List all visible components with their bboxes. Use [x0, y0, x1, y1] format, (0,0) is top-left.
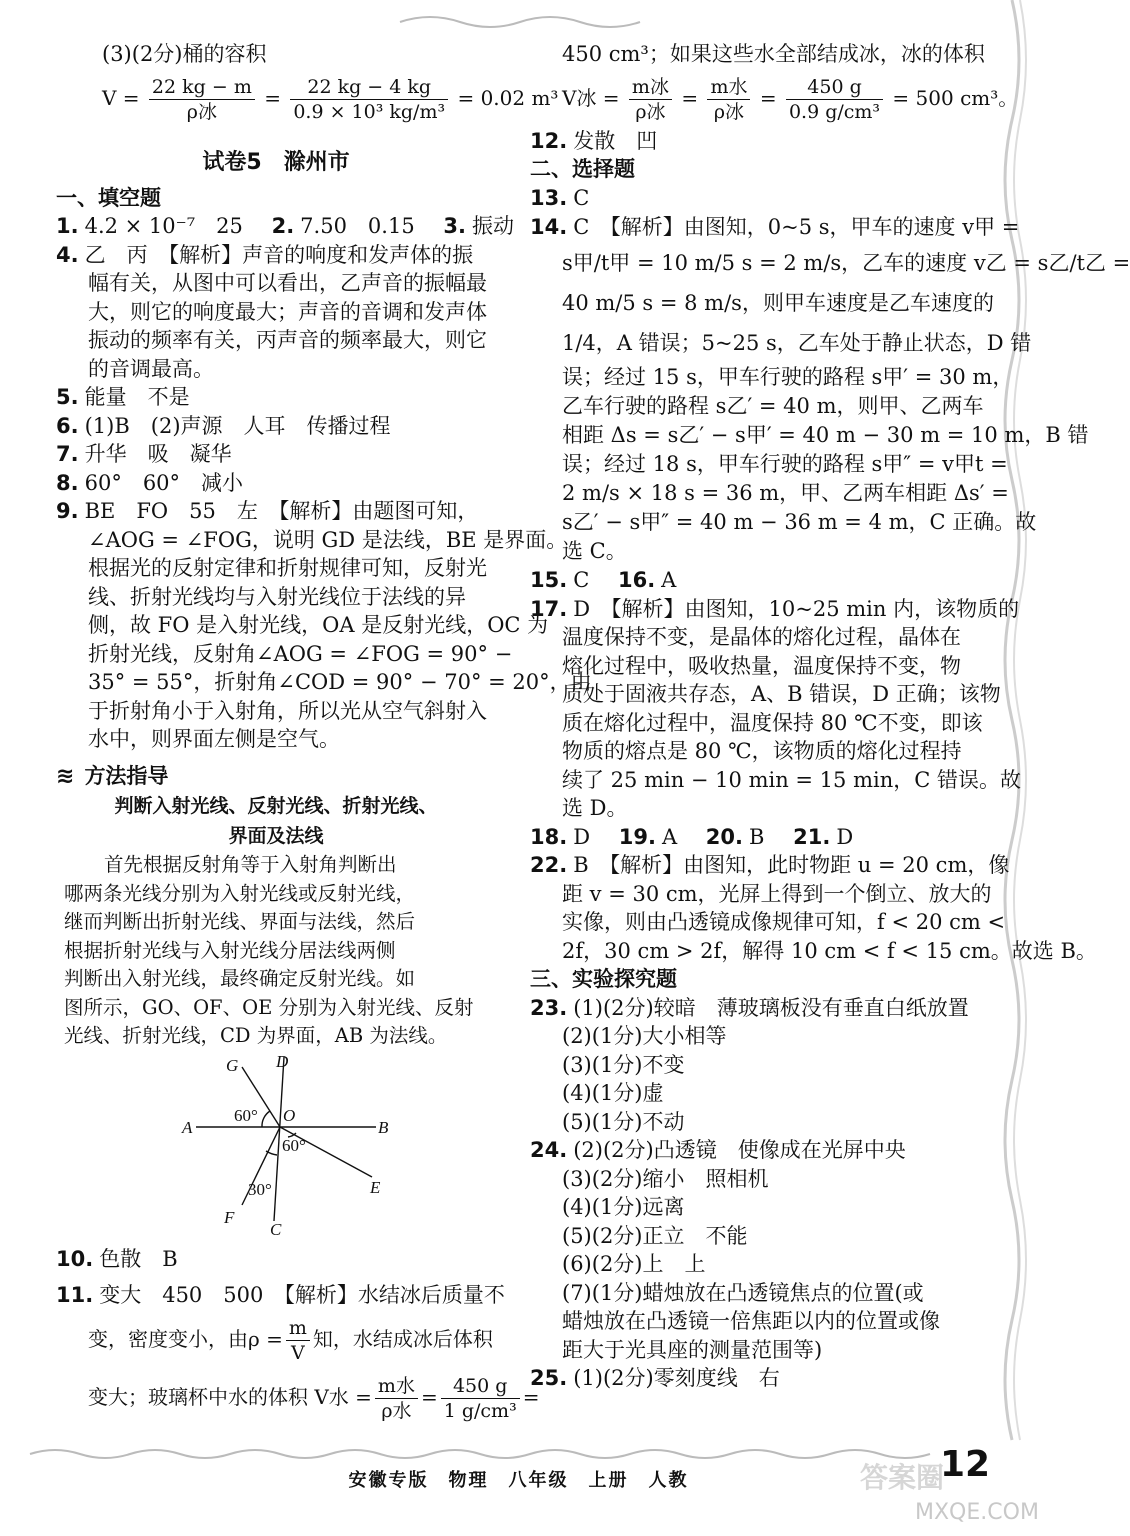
answer-q17: 17. D 【解析】由图知，10~25 min 内，该物质的 — [530, 596, 1020, 621]
text-line: 实像，则由凸透镜成像规律可知，f < 20 cm < — [562, 910, 1006, 934]
text-line: (3)(1分)不变 — [562, 1052, 685, 1077]
label-B: B — [378, 1117, 389, 1137]
text-line: 幅有关，从图中可以看出，乙声音的振幅最 — [88, 271, 487, 295]
answer-q25: 25. (1)(2分)零刻度线 右 — [530, 1366, 780, 1390]
text-line: 折射光线，反射角∠AOG = ∠FOG = 90° − — [88, 641, 513, 666]
fraction: $\frac{\text{m水}}{\text{ρ水}}$ — [375, 1374, 418, 1423]
answer-q18-21: 18. D 19. A 20. B 21. D — [530, 824, 854, 849]
fraction: $\frac{m}{V}$ — [286, 1316, 310, 1365]
method-title-line2: 界面及法线 — [228, 825, 324, 847]
text-line: 选 C。 — [562, 539, 627, 563]
text-line: 侧，故 FO 是入射光线，OA 是反射光线，OC 为 — [88, 613, 549, 637]
text-line: (3)(2分)缩小 照相机 — [562, 1166, 769, 1191]
section-heading-experiment: 三、实验探究题 — [530, 967, 677, 991]
answer-q22: 22. B 【解析】由图知，此时物距 u = 20 cm，像 — [530, 853, 1010, 877]
text-line: 1/4，A 错误；5~25 s，乙车处于静止状态，D 错 — [562, 331, 1032, 355]
answer-row: 1. 4.2 × 10⁻⁷ 25 2. 7.50 0.15 3. 振动 — [56, 214, 514, 238]
text-line: 2f，30 cm > 2f，解得 10 cm < f < 15 cm。故选 B。 — [562, 938, 1097, 963]
section-heading-fill-in: 一、填空题 — [56, 185, 161, 210]
method-title-line1: 判断入射光线、反射光线、折射光线、 — [114, 795, 438, 817]
text-line: 距 v = 30 cm，光屏上得到一个倒立、放大的 — [562, 881, 992, 906]
answer-q4: 4. 乙 丙 【解析】声音的响度和发声体的振 — [56, 242, 474, 267]
text-line: 续了 25 min − 10 min = 15 min，C 错误。故 — [562, 767, 1021, 792]
text-line: 相距 Δs = s乙′ − s甲′ = 40 m − 30 m = 10 m，B 错 — [562, 423, 1089, 447]
wave-icon: ≋ — [56, 763, 75, 789]
text-line: (5)(1分)不动 — [562, 1109, 685, 1134]
text-line: 振动的频率有关，丙声音的频率最大，则它 — [88, 328, 487, 352]
section-heading-choice: 二、选择题 — [530, 157, 635, 181]
top-wave-decoration — [400, 4, 640, 30]
text-line: 线、折射光线均与入射光线位于法线的异 — [88, 584, 466, 609]
text-line: 2 m/s × 18 s = 36 m，甲、乙两车相距 Δs′ = — [562, 481, 1009, 505]
text-line: 质处于固液共存态，A、B 错误，D 正确；该物 — [562, 682, 1001, 706]
ice-volume-equation: V冰 = $\frac{\text{m冰}}{\text{ρ冰}}$ = $\frac{\text{m水}}{\text{ρ冰}}$ = $\frac{450 g}{\text{0.9 g/cm³}}$ = 500 cm³。 — [562, 75, 1019, 123]
text-line: 的音调最高。 — [88, 356, 214, 381]
method-guide-heading: ≋ 方法指导 — [56, 763, 169, 789]
text-line: 熔化过程中，吸收热量，温度保持不变，物 — [562, 653, 961, 678]
page-number: 12 — [940, 1444, 991, 1485]
answer-q14: 14. C 【解析】由图知，0~5 s，甲车的速度 v甲 = — [530, 215, 1020, 239]
answer-q12: 12. 发散 凹 — [530, 128, 658, 153]
text-line: 误；经过 18 s，甲车行驶的路程 s甲″ = v甲t = — [562, 452, 1008, 476]
answer-q24: 24. (2)(2分)凸透镜 使像成在光屏中央 — [530, 1138, 906, 1162]
fraction: $\frac{22 kg - m}{\text{ρ冰}}$ — [149, 75, 255, 124]
text-line: s甲/t甲 = 10 m/5 s = 2 m/s，乙车的速度 v乙 = s乙/t乙 = — [562, 251, 1130, 275]
fraction: $\frac{22 kg - 4 kg}{\text{0.9 × 10³ kg/m³}}$ — [290, 75, 448, 124]
text-line: (6)(2分)上 上 — [562, 1252, 706, 1276]
exam-title: 试卷5 滁州市 — [202, 149, 350, 175]
q3-volume-label: (3)(2分)桶的容积 — [102, 42, 267, 66]
answer-q9: 9. BE FO 55 左 【解析】由题图可知， — [56, 499, 479, 523]
answer-q7: 7. 升华 吸 凝华 — [56, 442, 232, 466]
text-line: 乙车行驶的路程 s乙′ = 40 m，则甲、乙两车 — [562, 394, 984, 418]
watermark-url: MXQE.COM — [915, 1500, 1039, 1525]
text-line: 误；经过 15 s，甲车行驶的路程 s甲′ = 30 m， — [562, 365, 1014, 389]
label-G: G — [226, 1055, 239, 1075]
answer-q10: 10. 色散 B — [56, 1246, 178, 1271]
text-line: 质在熔化过程中，温度保持 80 ℃不变，即该 — [562, 710, 983, 735]
angle-arc-top — [262, 1111, 270, 1127]
label-O: O — [283, 1105, 296, 1125]
text-line: 450 cm³；如果这些水全部结成冰，冰的体积 — [562, 42, 985, 66]
text-line: 水中，则界面左侧是空气。 — [88, 727, 340, 751]
label-F: F — [224, 1207, 235, 1227]
text-line: (4)(1分)虚 — [562, 1081, 664, 1105]
text-line: 物质的熔点是 80 ℃，该物质的熔化过程持 — [562, 739, 962, 763]
volume-equation: V = $\frac{22 kg - m}{\text{ρ冰}}$ = $\frac{22 kg - 4 kg}{\text{0.9 × 10³ kg/m³}}$ = 0.02 m³ — [102, 75, 559, 123]
watermark-logo: 答案圈 — [860, 1461, 945, 1494]
fraction: $\frac{450 g}{\text{1 g/cm³}}$ — [441, 1374, 520, 1423]
text-line: 距大于光具座的测量范围等) — [562, 1337, 823, 1362]
answer-q5: 5. 能量 不是 — [56, 385, 190, 409]
answer-q13: 13. C — [530, 185, 590, 210]
text-line: s乙′ − s甲″ = 40 m − 36 m = 4 m，C 正确。故 — [562, 510, 1037, 534]
bottom-wave-decoration — [30, 1446, 930, 1462]
text-line: 根据光的反射定律和折射规律可知，反射光 — [88, 556, 487, 580]
answer-q11-line2: 变，密度变小，由ρ = $\frac{m}{V}$ 知，水结成冰后体积 — [88, 1316, 493, 1364]
text-line: 大，则它的响度最大；声音的音调和发声体 — [88, 299, 487, 324]
text-line: (7)(1分)蜡烛放在凸透镜焦点的位置(或 — [562, 1280, 924, 1305]
label-D: D — [276, 1051, 289, 1071]
angle-label-60-bottom: 60° — [282, 1135, 306, 1155]
method-text: 首先根据反射角等于入射角判断出 哪两条光线分别为入射光线或反射光线， 继而判断出折射光线、界面与法线，然后 根据折射光线与入射光线分居法线两侧 判断出入射光线，最终确定反射光线。如 图所示，GO、OF、OE 分别为入射光线、反射 光线、折射光线，CD 为界面，AB 为法线。 — [64, 853, 474, 1047]
angle-label-30: 30° — [248, 1179, 272, 1199]
fraction: $\frac{\text{m水}}{\text{ρ冰}}$ — [707, 75, 750, 124]
text-line: (2)(1分)大小相等 — [562, 1024, 727, 1048]
page-footer: 安徽专版 物理 八年级 上册 人教 — [348, 1470, 689, 1491]
text-line: 温度保持不变，是晶体的熔化过程，晶体在 — [562, 625, 961, 649]
light-ray-diagram — [56, 1051, 496, 1239]
text-line: 选 D。 — [562, 796, 628, 820]
text-line: 蜡烛放在凸透镜一倍焦距以内的位置或像 — [562, 1309, 940, 1333]
text-line: 40 m/5 s = 8 m/s，则甲车速度是乙车速度的 — [562, 291, 994, 315]
answer-q8: 8. 60° 60° 减小 — [56, 470, 244, 495]
text-line: 35° = 55°，折射角∠COD = 90° − 70° = 20°，由 — [88, 670, 592, 694]
angle-label-60-top: 60° — [234, 1105, 258, 1125]
text-line: (4)(1分)远离 — [562, 1195, 685, 1219]
label-E: E — [370, 1177, 381, 1197]
answer-q23: 23. (1)(2分)较暗 薄玻璃板没有垂直白纸放置 — [530, 995, 969, 1020]
fraction: $\frac{450 g}{\text{0.9 g/cm³}}$ — [786, 75, 883, 124]
answer-q6: 6. (1)B (2)声源 人耳 传播过程 — [56, 413, 391, 438]
label-A: A — [182, 1117, 193, 1137]
answer-q15-16: 15. C 16. A — [530, 568, 677, 592]
answer-q11-line3: 变大；玻璃杯中水的体积 V水 = $\frac{\text{m水}}{\text{ρ水}}$ = $\frac{450 g}{\text{1 g/cm³}}$ = — [88, 1374, 540, 1422]
label-C: C — [270, 1219, 282, 1239]
text-line: ∠AOG = ∠FOG，说明 GD 是法线，BE 是界面。 — [88, 527, 568, 552]
answer-q11: 11. 变大 450 500 【解析】水结冰后质量不 — [56, 1283, 505, 1307]
text-line: 于折射角小于入射角，所以光从空气斜射入 — [88, 698, 487, 723]
fraction: $\frac{\text{m冰}}{\text{ρ冰}}$ — [629, 75, 672, 124]
text-line: (5)(2分)正立 不能 — [562, 1223, 748, 1248]
right-column — [530, 40, 1130, 1393]
